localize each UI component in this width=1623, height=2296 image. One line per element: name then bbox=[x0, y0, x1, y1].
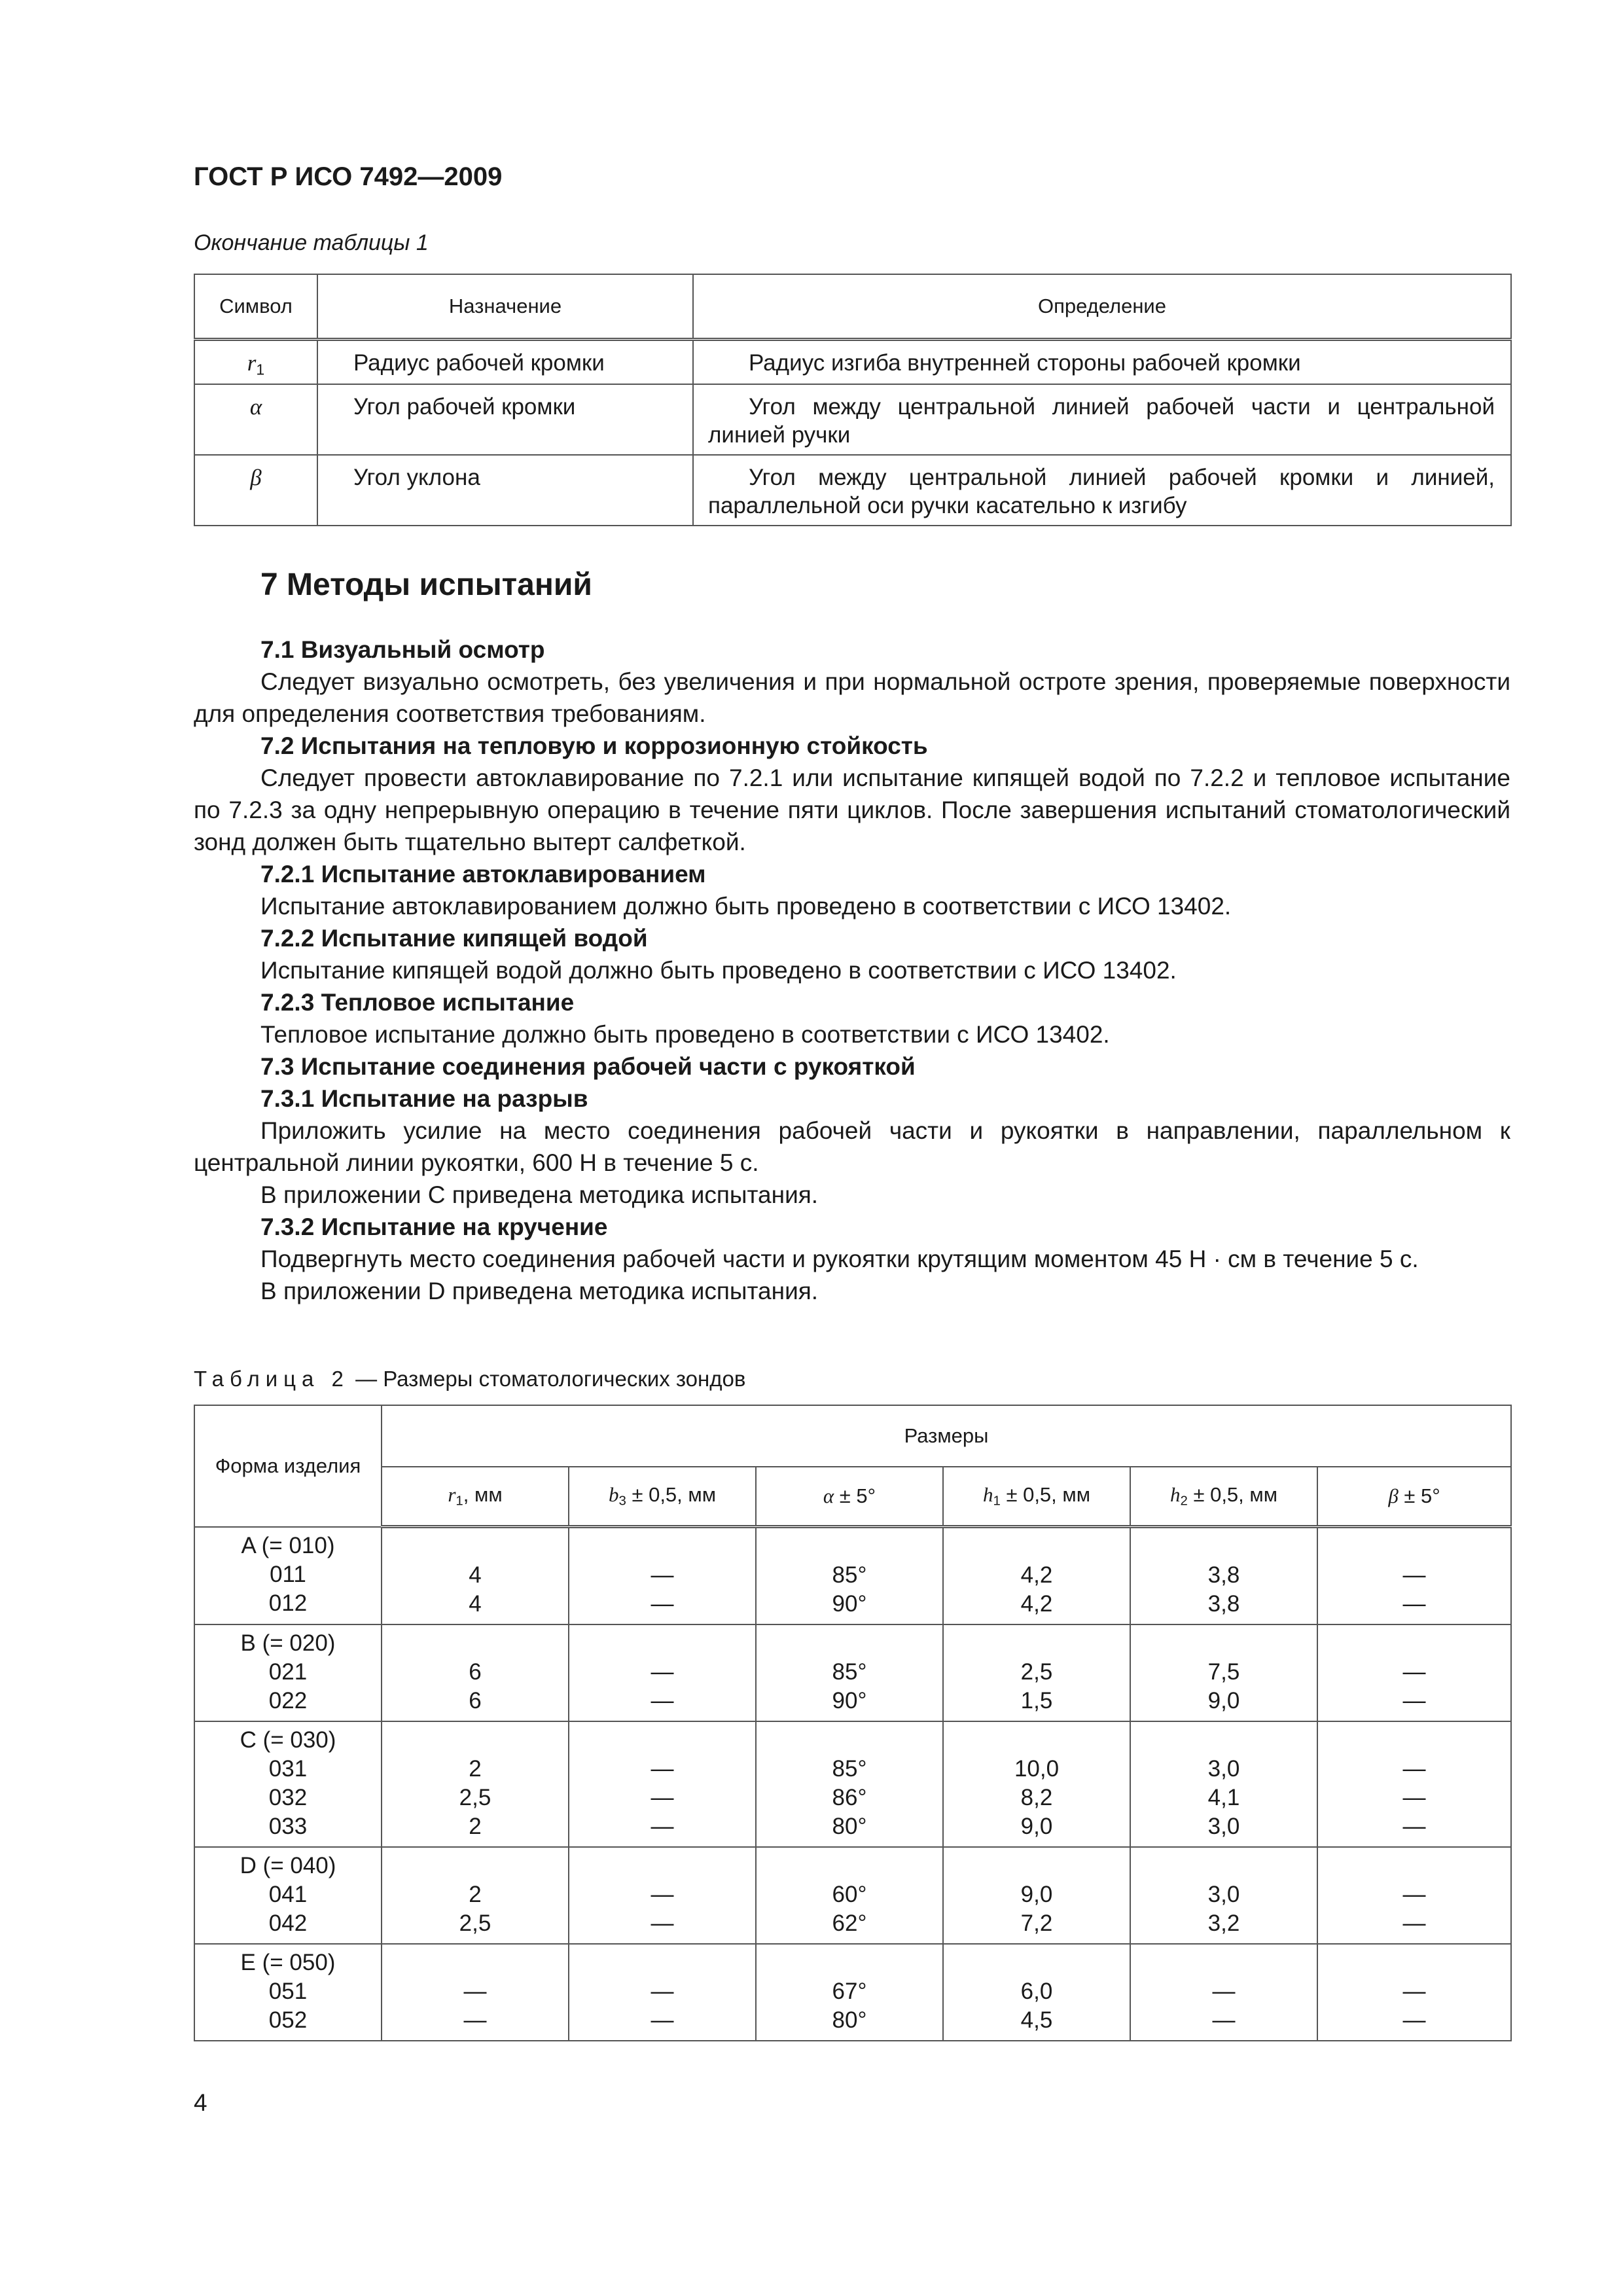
paragraph: Подвергнуть место соединения рабочей части и рукоятки крутящим моментом 45 Н · см в течение 5 с. bbox=[260, 1246, 1419, 1272]
column-unit: , мм bbox=[463, 1483, 503, 1507]
form-name: E (= 050) bbox=[240, 1950, 336, 1975]
table1-caption: Окончание таблицы 1 bbox=[194, 230, 429, 255]
blank-line bbox=[382, 1852, 568, 1880]
blank-line bbox=[569, 1629, 755, 1658]
column-subscript: 3 bbox=[618, 1493, 626, 1509]
section-body bbox=[194, 634, 1510, 1307]
blank-line bbox=[1131, 1532, 1317, 1561]
table2-value: 2 bbox=[469, 1882, 482, 1907]
blank-line bbox=[1131, 1629, 1317, 1658]
form-code: 022 bbox=[268, 1688, 308, 1713]
table2-caption-title: — Размеры стоматологических зондов bbox=[349, 1367, 746, 1391]
paragraph: Испытание кипящей водой должно быть проведено в соответствии с ИСО 13402. bbox=[260, 957, 1177, 984]
table2-caption bbox=[194, 1367, 745, 1391]
table2-group-row bbox=[194, 1527, 1511, 1625]
table2-group-row bbox=[194, 1721, 1511, 1847]
symbol-subscript: 1 bbox=[256, 361, 265, 378]
column-unit: ± 0,5, мм bbox=[1000, 1483, 1091, 1507]
table2-value-cell bbox=[1130, 1944, 1317, 2041]
table2-caption-label: Таблица 2 bbox=[194, 1367, 349, 1391]
table2-value: 67° bbox=[832, 1979, 867, 2004]
column-subscript: 1 bbox=[455, 1493, 463, 1509]
definition-text: Угол между центральной линией рабочей кромки и линией, параллельной оси ручки касательно к изгибу bbox=[708, 465, 1495, 519]
table2-subheader-cell bbox=[1130, 1467, 1317, 1527]
table2-value-cell bbox=[756, 1847, 943, 1944]
table2-value: 6 bbox=[469, 1659, 482, 1685]
table2-value: — bbox=[463, 1979, 487, 2004]
table2-header-row-1 bbox=[194, 1405, 1511, 1467]
column-unit: ± 5° bbox=[1398, 1484, 1440, 1507]
table2-form-cell bbox=[194, 1944, 382, 2041]
form-name: C (= 030) bbox=[240, 1727, 336, 1753]
table2-value: 4,1 bbox=[1207, 1785, 1240, 1810]
table2-value: 2,5 bbox=[459, 1785, 491, 1810]
table2-value: 3,0 bbox=[1207, 1814, 1240, 1839]
table2-value: — bbox=[651, 1979, 674, 2004]
table2-value: — bbox=[1402, 1785, 1426, 1810]
table1-header-row bbox=[194, 274, 1511, 340]
table2-value: 1,5 bbox=[1020, 1688, 1053, 1713]
table2-value: 3,0 bbox=[1207, 1756, 1240, 1782]
table1-header-symbol: Символ bbox=[194, 274, 317, 340]
blank-line bbox=[1131, 1948, 1317, 1977]
table2-value: 86° bbox=[832, 1785, 867, 1810]
table2-value: 6,0 bbox=[1020, 1979, 1053, 2004]
paragraph: Испытание автоклавированием должно быть проведено в соответствии с ИСО 13402. bbox=[260, 893, 1232, 920]
table2-value-cell bbox=[382, 1944, 569, 2041]
form-code: 012 bbox=[268, 1590, 308, 1616]
blank-line bbox=[1318, 1532, 1510, 1561]
table2-value: 2,5 bbox=[459, 1910, 491, 1936]
table2-value-cell bbox=[1130, 1624, 1317, 1721]
definition-text: Радиус изгиба внутренней стороны рабочей кромки bbox=[749, 350, 1301, 376]
table1-header-definition: Определение bbox=[693, 274, 1511, 340]
table2-value-cell bbox=[943, 1721, 1130, 1847]
blank-line bbox=[382, 1948, 568, 1977]
column-symbol: r bbox=[448, 1483, 456, 1507]
table2-group-row bbox=[194, 1944, 1511, 2041]
standard-designation: ГОСТ Р ИСО 7492—2009 bbox=[194, 162, 503, 191]
form-code: 041 bbox=[268, 1882, 308, 1907]
table2-value: 80° bbox=[832, 2007, 867, 2033]
table2-value: 62° bbox=[832, 1910, 867, 1936]
table2-value-cell bbox=[569, 1847, 756, 1944]
table2-header-dimensions: Размеры bbox=[382, 1405, 1511, 1467]
table2-form-cell bbox=[194, 1527, 382, 1625]
paragraph: Следует визуально осмотреть, без увеличения и при нормальной остроте зрения, проверяемые поверхности для определения соответствия требованиям. bbox=[194, 668, 1510, 727]
table2-value-cell bbox=[943, 1624, 1130, 1721]
table1-purpose-cell: Угол уклона bbox=[317, 455, 693, 526]
form-name: B (= 020) bbox=[240, 1630, 336, 1656]
table2-value: 85° bbox=[832, 1756, 867, 1782]
table2-value: 3,8 bbox=[1207, 1591, 1240, 1617]
table2-value: 90° bbox=[832, 1591, 867, 1617]
table1-symbol-cell bbox=[194, 455, 317, 526]
form-code: 031 bbox=[268, 1756, 308, 1782]
table2-value-cell bbox=[943, 1944, 1130, 2041]
blank-line bbox=[757, 1726, 942, 1755]
table2-value: — bbox=[1212, 1979, 1236, 2004]
table2-value: 9,0 bbox=[1020, 1882, 1053, 1907]
table2-subheader-cell bbox=[382, 1467, 569, 1527]
table2-value-cell bbox=[1317, 1847, 1511, 1944]
table2-value-cell bbox=[1130, 1847, 1317, 1944]
table2-value: — bbox=[463, 2007, 487, 2033]
table2-value: 7,2 bbox=[1020, 1910, 1053, 1936]
symbol-glyph: r bbox=[247, 350, 257, 376]
paragraph: В приложении С приведена методика испытания. bbox=[260, 1181, 819, 1208]
table2-value: 90° bbox=[832, 1688, 867, 1713]
blank-line bbox=[1131, 1852, 1317, 1880]
table2-value-cell bbox=[382, 1527, 569, 1625]
paragraph: Тепловое испытание должно быть проведено в соответствии с ИСО 13402. bbox=[260, 1021, 1110, 1048]
table2-value: — bbox=[1402, 1562, 1426, 1588]
subsection-heading: 7.2.3 Тепловое испытание bbox=[260, 989, 575, 1016]
table2-value: 6 bbox=[469, 1688, 482, 1713]
paragraph: Следует провести автоклавирование по 7.2.1 или испытание кипящей водой по 7.2.2 и тепловое испытание по 7.2.3 за одну непрерывную операцию в течение пяти циклов. После завершения испытаний стоматологический зонд должен быть тщательно вытерт салфеткой. bbox=[194, 764, 1510, 855]
table2-value: 10,0 bbox=[1014, 1756, 1060, 1782]
table2-value-cell bbox=[1317, 1624, 1511, 1721]
blank-line bbox=[569, 1726, 755, 1755]
form-code: 052 bbox=[268, 2007, 308, 2033]
blank-line bbox=[382, 1629, 568, 1658]
table2-value-cell bbox=[943, 1527, 1130, 1625]
table2-value-cell bbox=[756, 1721, 943, 1847]
table1-row bbox=[194, 340, 1511, 385]
table2-value-cell bbox=[569, 1721, 756, 1847]
table2-value: 9,0 bbox=[1020, 1814, 1053, 1839]
blank-line bbox=[382, 1726, 568, 1755]
table1-symbol-cell bbox=[194, 340, 317, 385]
column-symbol: b bbox=[608, 1483, 619, 1507]
table2-subheader-cell bbox=[943, 1467, 1130, 1527]
form-code: 051 bbox=[268, 1979, 308, 2004]
subsection-heading: 7.3.2 Испытание на кручение bbox=[260, 1213, 608, 1240]
table2-value: — bbox=[651, 2007, 674, 2033]
blank-line bbox=[1318, 1948, 1510, 1977]
table2-header-row-2 bbox=[194, 1467, 1511, 1527]
column-symbol: α bbox=[823, 1484, 834, 1507]
form-name: A (= 010) bbox=[241, 1532, 335, 1558]
table2-value: 8,2 bbox=[1020, 1785, 1053, 1810]
blank-line bbox=[382, 1532, 568, 1561]
table2-value-cell bbox=[569, 1624, 756, 1721]
form-code: 032 bbox=[268, 1785, 308, 1810]
table1-definition-cell bbox=[693, 455, 1511, 526]
table2-value: — bbox=[1402, 1979, 1426, 2004]
table2-value-cell bbox=[1317, 1944, 1511, 2041]
table2-value: — bbox=[1402, 1814, 1426, 1839]
table2-value: 3,0 bbox=[1207, 1882, 1240, 1907]
table1-definition-cell bbox=[693, 340, 1511, 385]
table2-value: 4,2 bbox=[1020, 1591, 1053, 1617]
subsection-heading: 7.3.1 Испытание на разрыв bbox=[260, 1085, 588, 1112]
table2-form-cell bbox=[194, 1847, 382, 1944]
column-unit: ± 0,5, мм bbox=[1187, 1483, 1278, 1507]
column-symbol: h bbox=[982, 1483, 993, 1507]
table2-value: — bbox=[651, 1659, 674, 1685]
table2-value-cell bbox=[1130, 1527, 1317, 1625]
table2-value: — bbox=[651, 1910, 674, 1936]
column-subscript: 1 bbox=[993, 1493, 1001, 1509]
table2-value: 85° bbox=[832, 1659, 867, 1685]
table2-value: 85° bbox=[832, 1562, 867, 1588]
column-unit: ± 0,5, мм bbox=[626, 1483, 717, 1507]
table2-value-cell bbox=[382, 1847, 569, 1944]
table2-form-cell bbox=[194, 1721, 382, 1847]
blank-line bbox=[757, 1852, 942, 1880]
form-name: D (= 040) bbox=[240, 1853, 336, 1878]
blank-line bbox=[1318, 1629, 1510, 1658]
table2-value: — bbox=[651, 1591, 674, 1617]
table2-value: — bbox=[1402, 1688, 1426, 1713]
blank-line bbox=[944, 1629, 1130, 1658]
table2-subheader-cell bbox=[756, 1467, 943, 1527]
column-symbol: β bbox=[1388, 1484, 1399, 1507]
blank-line bbox=[944, 1726, 1130, 1755]
table2-value: — bbox=[1402, 1591, 1426, 1617]
table2-value-cell bbox=[382, 1624, 569, 1721]
table2-value: — bbox=[1402, 1756, 1426, 1782]
table2-value: 4,5 bbox=[1020, 2007, 1053, 2033]
table1-row bbox=[194, 384, 1511, 455]
subsection-heading: 7.3 Испытание соединения рабочей части с рукояткой bbox=[260, 1053, 916, 1080]
table2 bbox=[194, 1405, 1512, 2041]
table1-purpose-cell: Угол рабочей кромки bbox=[317, 384, 693, 455]
subsection-heading: 7.1 Визуальный осмотр bbox=[260, 636, 545, 663]
table2-value: 7,5 bbox=[1207, 1659, 1240, 1685]
table1 bbox=[194, 274, 1512, 526]
blank-line bbox=[757, 1532, 942, 1561]
subsection-heading: 7.2.2 Испытание кипящей водой bbox=[260, 925, 648, 952]
table2-value: 80° bbox=[832, 1814, 867, 1839]
blank-line bbox=[569, 1852, 755, 1880]
subsection-heading: 7.2 Испытания на тепловую и коррозионную стойкость bbox=[260, 732, 928, 759]
table2-form-cell bbox=[194, 1624, 382, 1721]
blank-line bbox=[569, 1948, 755, 1977]
table2-subheader-cell bbox=[1317, 1467, 1511, 1527]
blank-line bbox=[757, 1629, 942, 1658]
table2-value-cell bbox=[1130, 1721, 1317, 1847]
definition-text: Угол между центральной линией рабочей части и центральной линией ручки bbox=[708, 394, 1495, 448]
table2-value: 3,8 bbox=[1207, 1562, 1240, 1588]
table2-value-cell bbox=[756, 1624, 943, 1721]
section-title: 7 Методы испытаний bbox=[260, 567, 592, 602]
table2-group-row bbox=[194, 1624, 1511, 1721]
blank-line bbox=[569, 1532, 755, 1561]
blank-line bbox=[1318, 1726, 1510, 1755]
table2-value: 4 bbox=[469, 1562, 482, 1588]
blank-line bbox=[1318, 1852, 1510, 1880]
table1-symbol-cell bbox=[194, 384, 317, 455]
table2-value-cell bbox=[943, 1847, 1130, 1944]
blank-line bbox=[944, 1532, 1130, 1561]
table2-value: — bbox=[1402, 1910, 1426, 1936]
subsection-heading: 7.2.1 Испытание автоклавированием bbox=[260, 861, 706, 888]
page-number: 4 bbox=[194, 2089, 207, 2116]
table2-value: — bbox=[651, 1785, 674, 1810]
table2-value-cell bbox=[569, 1944, 756, 2041]
blank-line bbox=[757, 1948, 942, 1977]
table2-value: — bbox=[651, 1562, 674, 1588]
paragraph: Приложить усилие на место соединения рабочей части и рукоятки в направлении, параллельном к центральной линии рукоятки, 600 Н в течение 5 с. bbox=[194, 1117, 1510, 1176]
table2-value: 4 bbox=[469, 1591, 482, 1617]
table2-value: 2 bbox=[469, 1814, 482, 1839]
table2-value: 4,2 bbox=[1020, 1562, 1053, 1588]
blank-line bbox=[1131, 1726, 1317, 1755]
column-symbol: h bbox=[1169, 1483, 1181, 1507]
symbol-glyph: β bbox=[250, 465, 262, 491]
table2-value-cell bbox=[756, 1944, 943, 2041]
table1-purpose-cell: Радиус рабочей кромки bbox=[317, 340, 693, 385]
table2-value: — bbox=[1402, 1659, 1426, 1685]
table2-value-cell bbox=[382, 1721, 569, 1847]
table1-definition-cell bbox=[693, 384, 1511, 455]
table2-group-row bbox=[194, 1847, 1511, 1944]
table1-row bbox=[194, 455, 1511, 526]
table2-value: 3,2 bbox=[1207, 1910, 1240, 1936]
blank-line bbox=[944, 1948, 1130, 1977]
table2-value: 2,5 bbox=[1020, 1659, 1053, 1685]
table2-value: 2 bbox=[469, 1756, 482, 1782]
table2-header-form: Форма изделия bbox=[194, 1405, 382, 1527]
table2-value: — bbox=[651, 1814, 674, 1839]
table2-value: — bbox=[1402, 1882, 1426, 1907]
table2-value-cell bbox=[756, 1527, 943, 1625]
table2-value: 9,0 bbox=[1207, 1688, 1240, 1713]
table2-value: — bbox=[651, 1756, 674, 1782]
paragraph: В приложении D приведена методика испытания. bbox=[260, 1278, 819, 1304]
table2-value-cell bbox=[1317, 1527, 1511, 1625]
table2-value: — bbox=[651, 1688, 674, 1713]
table2-value: — bbox=[1212, 2007, 1236, 2033]
table1-header-purpose: Назначение bbox=[317, 274, 693, 340]
form-code: 033 bbox=[268, 1814, 308, 1839]
column-subscript: 2 bbox=[1180, 1493, 1188, 1509]
table2-value-cell bbox=[1317, 1721, 1511, 1847]
table2-value: 60° bbox=[832, 1882, 867, 1907]
table2-value: — bbox=[651, 1882, 674, 1907]
table2-value: — bbox=[1402, 2007, 1426, 2033]
form-code: 042 bbox=[268, 1910, 308, 1936]
symbol-glyph: α bbox=[249, 394, 262, 420]
column-unit: ± 5° bbox=[834, 1484, 876, 1507]
form-code: 011 bbox=[270, 1561, 306, 1587]
table2-subheader-cell bbox=[569, 1467, 756, 1527]
form-code: 021 bbox=[268, 1659, 308, 1685]
table2-value-cell bbox=[569, 1527, 756, 1625]
blank-line bbox=[944, 1852, 1130, 1880]
